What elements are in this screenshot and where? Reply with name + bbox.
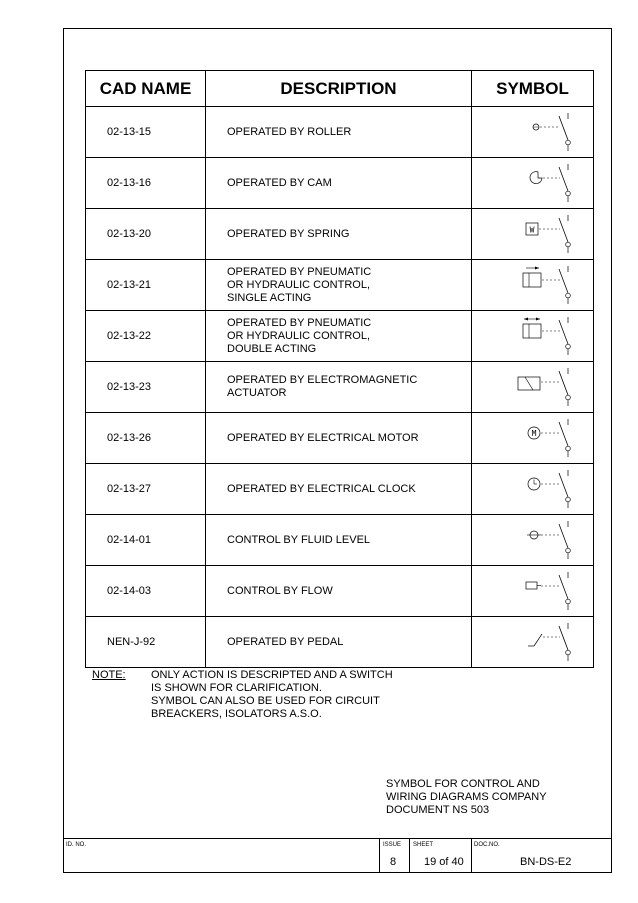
table-row	[86, 413, 594, 464]
description-line: OPERATED BY ELECTRICAL MOTOR	[227, 431, 419, 444]
document-info	[386, 778, 586, 817]
description-cell	[206, 617, 472, 668]
cad-name-cell: 02-13-26	[86, 413, 206, 464]
description-line: SINGLE ACTING	[227, 291, 312, 304]
table-row	[86, 158, 594, 209]
issue-value: 8	[390, 856, 397, 868]
symbol-table	[85, 70, 594, 668]
note-label: NOTE:	[92, 669, 126, 681]
description-line: CONTROL BY FLUID LEVEL	[227, 533, 371, 546]
description-line: OPERATED BY PEDAL	[227, 635, 344, 648]
symbol-cell	[472, 515, 594, 566]
symbol-cell	[472, 617, 594, 668]
symbol-cell	[472, 566, 594, 617]
description-line: OPERATED BY PNEUMATIC	[227, 316, 372, 329]
description-cell	[206, 566, 472, 617]
pneumatic-single-switch-symbol	[490, 279, 576, 291]
table-row	[86, 107, 594, 158]
cam-switch-symbol	[490, 177, 576, 189]
document-info-line: DOCUMENT NS 503	[386, 804, 490, 816]
description-line: DOUBLE ACTING	[227, 342, 317, 355]
svg-text:W: W	[529, 225, 534, 235]
flow-switch-symbol	[490, 585, 576, 597]
cad-name-cell: 02-14-01	[86, 515, 206, 566]
description-cell	[206, 311, 472, 362]
symbol-cell	[472, 107, 594, 158]
cad-name-cell: 02-13-23	[86, 362, 206, 413]
table-row	[86, 362, 594, 413]
electromagnetic-switch-symbol	[490, 381, 576, 393]
table-row	[86, 566, 594, 617]
symbol-cell	[472, 260, 594, 311]
cad-name-cell: 02-13-15	[86, 107, 206, 158]
symbol-cell	[472, 158, 594, 209]
description-cell	[206, 464, 472, 515]
description-cell	[206, 260, 472, 311]
pedal-switch-symbol	[490, 636, 576, 648]
symbol-cell	[472, 209, 594, 260]
cad-name-cell: 02-13-20	[86, 209, 206, 260]
description-line: OPERATED BY ROLLER	[227, 125, 352, 138]
footer-divider	[63, 838, 612, 839]
description-cell	[206, 107, 472, 158]
symbol-cell	[472, 311, 594, 362]
description-line: ACTUATOR	[227, 387, 287, 399]
cad-name-cell: 02-13-16	[86, 158, 206, 209]
cad-name-cell: 02-13-27	[86, 464, 206, 515]
header-cad-name: CAD NAME	[86, 71, 206, 107]
doc-no-label: DOC.NO.	[474, 842, 500, 848]
header-description: DESCRIPTION	[206, 71, 472, 107]
cad-name-cell: 02-13-22	[86, 311, 206, 362]
table-header-row	[86, 71, 594, 107]
description-line: OPERATED BY PNEUMATIC	[227, 265, 372, 278]
note-text	[151, 669, 431, 721]
header-symbol: SYMBOL	[472, 71, 594, 107]
cad-name-cell: 02-13-21	[86, 260, 206, 311]
sheet-label: SHEET	[413, 842, 434, 848]
description-line: OPERATED BY SPRING	[227, 227, 350, 240]
symbol-cell	[472, 413, 594, 464]
roller-switch-symbol	[490, 126, 576, 138]
table-row	[86, 260, 594, 311]
sheet-value: 19 of 40	[424, 856, 464, 868]
symbol-cell	[472, 464, 594, 515]
description-cell	[206, 158, 472, 209]
cad-name-cell: NEN-J-92	[86, 617, 206, 668]
document-info-line: SYMBOL FOR CONTROL AND	[386, 778, 540, 790]
table-row	[86, 311, 594, 362]
table-row	[86, 515, 594, 566]
table-row	[86, 209, 594, 260]
footer-separator	[379, 838, 380, 873]
table-row	[86, 464, 594, 515]
cad-name-cell: 02-14-03	[86, 566, 206, 617]
motor-switch-symbol	[490, 429, 576, 444]
note-line: IS SHOWN FOR CLARIFICATION.	[151, 682, 322, 694]
id-no-label: ID. NO.	[66, 842, 87, 848]
table-row	[86, 617, 594, 668]
document-info-line: WIRING DIAGRAMS COMPANY	[386, 791, 547, 803]
description-cell	[206, 209, 472, 260]
description-cell	[206, 515, 472, 566]
note-line: ONLY ACTION IS DESCRIPTED AND A SWITCH	[151, 669, 393, 681]
note-line: SYMBOL CAN ALSO BE USED FOR CIRCUIT	[151, 695, 380, 707]
description-cell	[206, 362, 472, 413]
fluid-level-switch-symbol	[490, 534, 576, 546]
footer-separator	[409, 838, 410, 873]
pneumatic-double-switch-symbol	[490, 330, 576, 342]
description-line: OPERATED BY CAM	[227, 176, 332, 189]
symbol-cell	[472, 362, 594, 413]
description-line: OR HYDRAULIC CONTROL,	[227, 278, 371, 291]
svg-text:M: M	[531, 429, 536, 438]
doc-no-value: BN-DS-E2	[520, 856, 572, 868]
description-cell	[206, 413, 472, 464]
description-line: CONTROL BY FLOW	[227, 584, 333, 597]
spring-switch-symbol	[490, 225, 576, 240]
description-line: OPERATED BY ELECTRICAL CLOCK	[227, 482, 416, 495]
description-line: OR HYDRAULIC CONTROL,	[227, 329, 371, 342]
description-line: OPERATED BY ELECTROMAGNETIC	[227, 374, 418, 386]
clock-switch-symbol	[490, 483, 576, 495]
footer-separator	[471, 838, 472, 873]
note-line: BREACKERS, ISOLATORS A.S.O.	[151, 708, 322, 720]
issue-label: ISSUE	[383, 842, 402, 848]
